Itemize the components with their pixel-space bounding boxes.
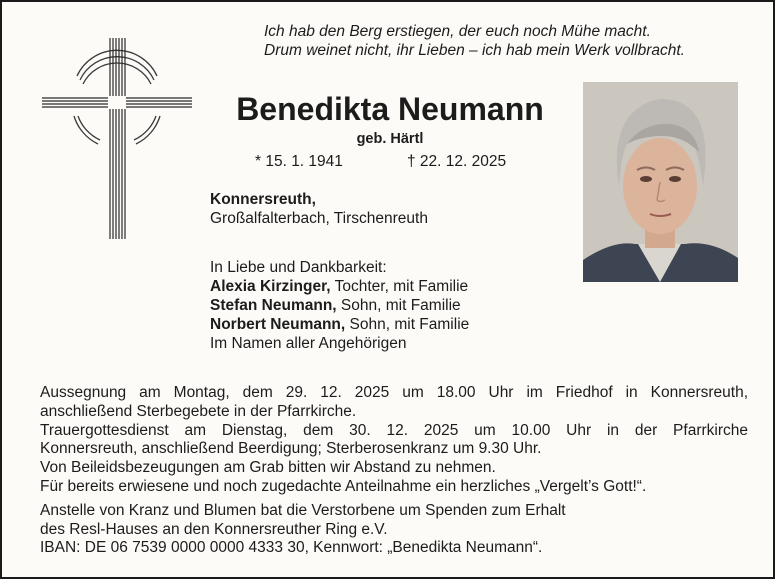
notice-line: Für bereits erwiesene und noch zugedachte Anteilnahme ein herzliches „Vergelt’s Gott!“. (40, 477, 647, 495)
notice-line: Aussegnung am Montag, dem 29. 12. 2025 um 18.00 Uhr im Friedhof in Konnersreuth, (40, 384, 748, 401)
donation-line: Anstelle von Kranz und Blumen bat die Verstorbene um Spenden zum Erhalt (40, 501, 566, 519)
memorial-quote (264, 22, 754, 60)
portrait-photo-image (583, 82, 738, 282)
notice-line: Konnersreuth, anschließend Beerdigung; Sterberosenkranz um 9.30 Uhr. (40, 440, 542, 458)
death-date: † 22. 12. 2025 (407, 153, 507, 170)
mourner-row (210, 315, 469, 334)
mourner-relation: Tochter, mit Familie (330, 278, 469, 295)
mourners-intro: In Liebe und Dankbarkeit: (210, 259, 387, 276)
mourner-row (210, 277, 469, 296)
donation-line: des Resl-Hauses an den Konnersreuther Ring e.V. (40, 520, 388, 538)
birth-date: * 15. 1. 1941 (255, 153, 343, 170)
place-others: Großalfalterbach, Tirschenreuth (210, 210, 428, 227)
notice-line: Trauergottesdienst am Dienstag, dem 30. 12. 2025 um 10.00 Uhr in der Pfarrkirche (40, 421, 748, 439)
place-main: Konnersreuth, (210, 191, 316, 208)
mourners-list (210, 258, 469, 353)
deceased-name: Benedikta Neumann (236, 91, 544, 127)
places (210, 190, 428, 228)
mourner-name: Alexia Kirzinger, (210, 278, 331, 295)
mourners-closing: Im Namen aller Angehörigen (210, 335, 407, 352)
mourner-relation: Sohn, mit Familie (345, 316, 470, 333)
mourner-name: Stefan Neumann, (210, 297, 337, 314)
quote-line-2: Drum weinet nicht, ihr Lieben – ich hab mein Werk vollbracht. (264, 42, 685, 59)
notice-line: anschließend Sterbegebete in der Pfarrkirche. (40, 402, 357, 420)
funeral-notice (40, 384, 748, 558)
mourner-row (210, 296, 469, 315)
maiden-name: geb. Härtl (356, 131, 424, 147)
mourner-name: Norbert Neumann, (210, 316, 346, 333)
mourner-relation: Sohn, mit Familie (336, 297, 461, 314)
notice-line: Von Beileidsbezeugungen am Grab bitten wir Abstand zu nehmen. (40, 459, 496, 477)
quote-line-1: Ich hab den Berg erstiegen, der euch noch Mühe macht. (264, 23, 651, 40)
radiant-cross-icon (40, 36, 194, 241)
donation-line: IBAN: DE 06 7539 0000 0000 4333 30, Kennwort: „Benedikta Neumann“. (40, 539, 543, 557)
portrait-photo (583, 82, 738, 282)
